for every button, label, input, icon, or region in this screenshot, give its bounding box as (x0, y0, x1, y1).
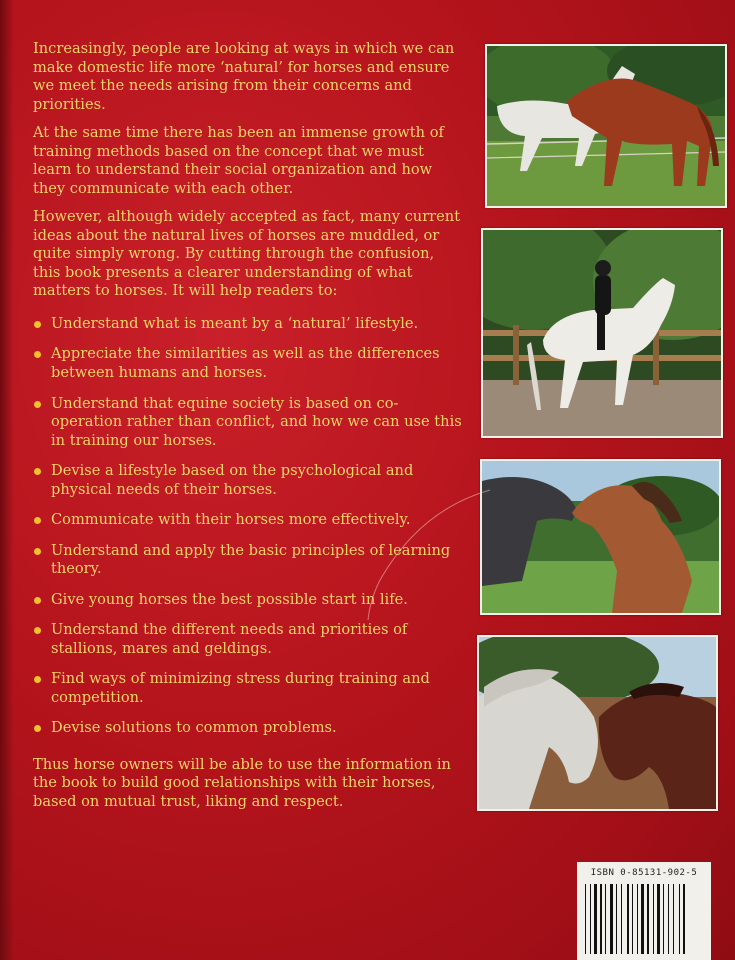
list-item (33, 345, 463, 382)
intro-paragraph-2: At the same time there has been an immense growth of training methods based on the concept that we must learn to understand their social organization and how they communicate with each other. (33, 124, 444, 197)
list-item-text: Give young horses the best possible start in life. (51, 590, 408, 608)
list-item (33, 542, 463, 579)
bullet-icon (34, 548, 41, 555)
grey-bay-illustration (479, 637, 716, 809)
bullet-icon (34, 725, 41, 732)
rider-illustration (483, 230, 721, 436)
horses-paddock-illustration (487, 46, 725, 206)
photo-rider-grey-horse (481, 228, 723, 438)
list-item (33, 395, 463, 451)
cover-spine-shadow (0, 0, 14, 960)
list-item-text: Appreciate the similarities as well as the differences between humans and horses. (51, 345, 440, 381)
bullet-icon (34, 597, 41, 604)
list-item (33, 462, 463, 499)
bullet-icon (34, 517, 41, 524)
intro-paragraph-3: However, although widely accepted as fact, many current ideas about the natural lives of horses are muddled, or quite simply wrong. By cutting through the confusion, this book presents a clearer understanding of what matters to horses. It will help readers to: (33, 208, 461, 300)
horses-greeting-illustration (482, 461, 719, 613)
intro-paragraph-1: Increasingly, people are looking at ways in which we can make domestic life more ‘natural’ for horses and ensure we meet the needs arising from their concerns and priorities. (33, 40, 455, 113)
closing-paragraph: Thus horse owners will be able to use the information in the book to build good relationships with their horses, based on mutual trust, liking and respect. (33, 755, 451, 810)
list-item (33, 621, 463, 658)
list-item (33, 670, 463, 707)
list-item-text: Communicate with their horses more effectively. (51, 511, 411, 529)
blurb-text-column (33, 40, 463, 822)
isbn-barcode-label (577, 862, 711, 960)
bullet-icon (34, 321, 41, 328)
list-item (33, 719, 463, 738)
list-item-text: Devise solutions to common problems. (51, 719, 337, 737)
bullet-icon (34, 401, 41, 408)
list-item (33, 315, 463, 334)
list-item-text: Understand the different needs and priorities of stallions, mares and geldings. (51, 621, 408, 657)
list-item-text: Understand and apply the basic principles of learning theory. (51, 541, 451, 578)
photo-grey-and-bay-horses (477, 635, 718, 811)
bullet-icon (34, 351, 41, 358)
photo-horses-greeting (480, 459, 721, 615)
photo-two-horses-paddock (485, 44, 727, 208)
bullet-icon (34, 627, 41, 634)
list-item-text: Understand what is meant by a ‘natural’ lifestyle. (51, 314, 419, 332)
benefits-list (33, 315, 463, 738)
bullet-icon (34, 468, 41, 475)
barcode-icon (583, 884, 705, 954)
list-item (33, 591, 463, 610)
list-item-text: Understand that equine society is based on co-operation rather than conflict, and how we can use this in training our horses. (51, 394, 462, 449)
list-item-text: Find ways of minimizing stress during training and competition. (51, 670, 430, 706)
bullet-icon (34, 676, 41, 683)
list-item-text: Devise a lifestyle based on the psychological and physical needs of their horses. (51, 462, 414, 498)
isbn-number: ISBN 0-85131-902-5 (590, 868, 698, 878)
list-item (33, 511, 463, 530)
